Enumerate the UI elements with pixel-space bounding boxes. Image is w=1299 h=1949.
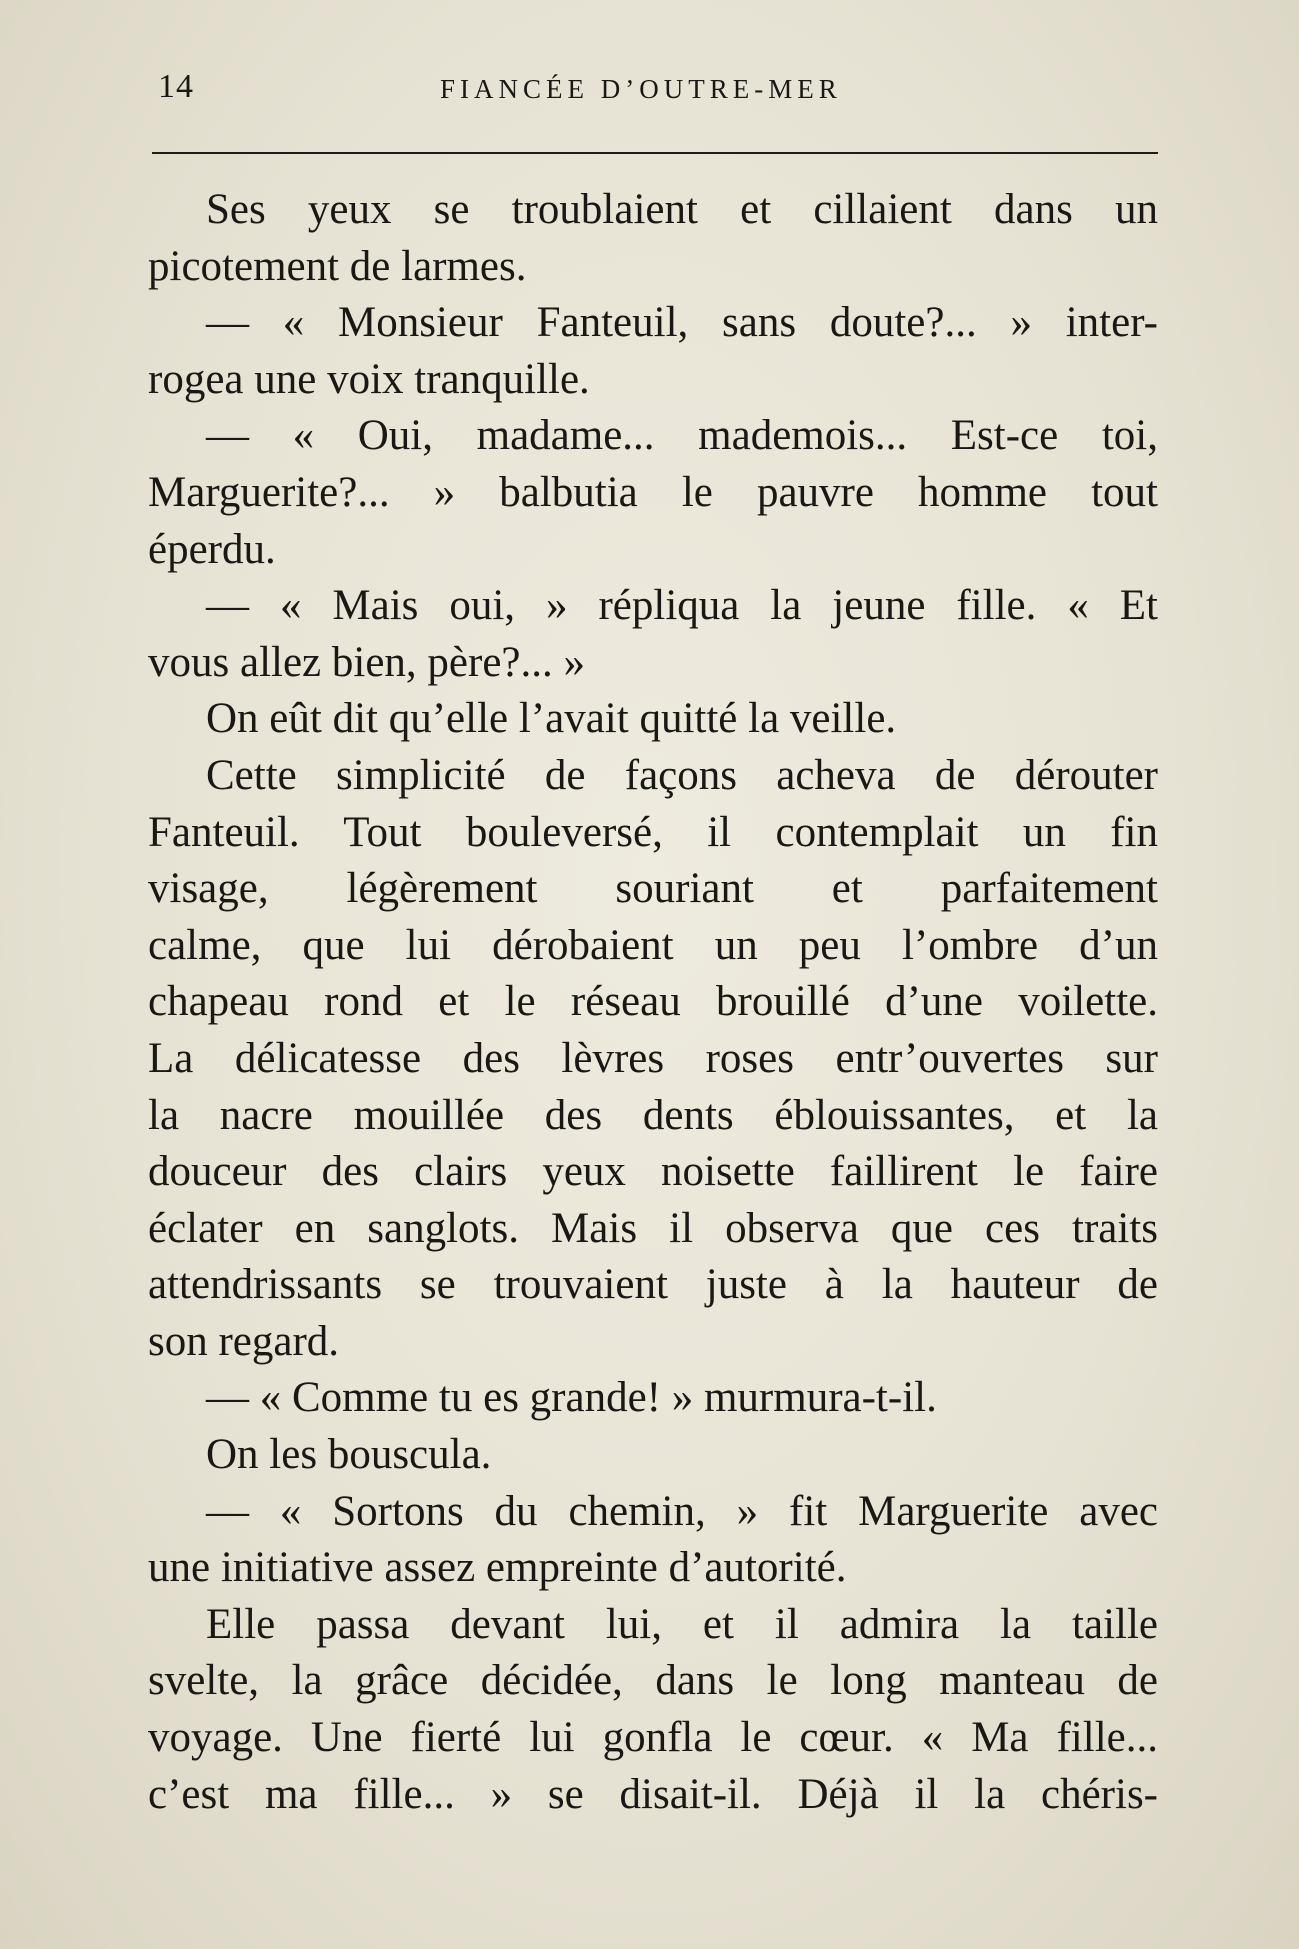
running-title: FIANCÉE D’OUTRE-MER — [440, 74, 842, 104]
text-line: — « Oui, madame... mademois... Est-ce toi, — [206, 412, 1158, 460]
text-line: La délicatesse des lèvres roses entr’ouvertes sur — [148, 1034, 1158, 1082]
text-line: Elle passa devant lui, et il admira la taille — [206, 1600, 1158, 1648]
text-line: picotement de larmes. — [148, 242, 527, 290]
text-line: c’est ma fille... » se disait-il. Déjà il la chéris- — [148, 1770, 1158, 1818]
text-line: une initiative assez empreinte d’autorité. — [148, 1544, 847, 1592]
text-line: Fanteuil. Tout bouleversé, il contemplait un fin — [148, 808, 1158, 856]
text-line: Ses yeux se troublaient et cillaient dans un — [206, 186, 1158, 233]
header-rule — [152, 152, 1158, 154]
text-line: — « Mais oui, » répliqua la jeune fille. « Et — [206, 582, 1158, 630]
text-line: son regard. — [148, 1317, 340, 1365]
text-line: Marguerite?... » balbutia le pauvre homme tout — [148, 468, 1158, 516]
text-line: rogea une voix tranquille. — [148, 355, 590, 403]
body-text — [148, 182, 1158, 1823]
text-line: calme, que lui dérobaient un peu l’ombre d’un — [148, 921, 1158, 969]
text-line: éclater en sanglots. Mais il observa que ces traits — [148, 1204, 1158, 1252]
text-line: éperdu. — [148, 525, 276, 573]
text-line: voyage. Une fierté lui gonfla le cœur. « Ma fille... — [148, 1714, 1158, 1762]
text-line: douceur des clairs yeux noisette faillirent le faire — [148, 1148, 1158, 1196]
text-line: svelte, la grâce décidée, dans le long manteau de — [148, 1657, 1158, 1705]
text-line: la nacre mouillée des dents éblouissantes, et la — [148, 1091, 1158, 1139]
text-line: — « Sortons du chemin, » fit Marguerite avec — [206, 1487, 1158, 1535]
text-line: On eût dit qu’elle l’avait quitté la veille. — [206, 695, 897, 743]
text-line: chapeau rond et le réseau brouillé d’une voilette. — [148, 978, 1158, 1026]
text-line: vous allez bien, père?... » — [148, 638, 585, 686]
text-line: attendrissants se trouvaient juste à la hauteur de — [148, 1261, 1158, 1309]
text-line: Cette simplicité de façons acheva de dérouter — [206, 751, 1158, 799]
text-line: On les bouscula. — [206, 1431, 492, 1479]
text-line: visage, légèrement souriant et parfaitement — [148, 865, 1158, 913]
page-header — [150, 62, 1160, 112]
text-line: — « Monsieur Fanteuil, sans doute?... » inter- — [206, 299, 1158, 347]
text-line: — « Comme tu es grande! » murmura-t-il. — [206, 1374, 937, 1422]
page-number: 14 — [158, 68, 194, 105]
